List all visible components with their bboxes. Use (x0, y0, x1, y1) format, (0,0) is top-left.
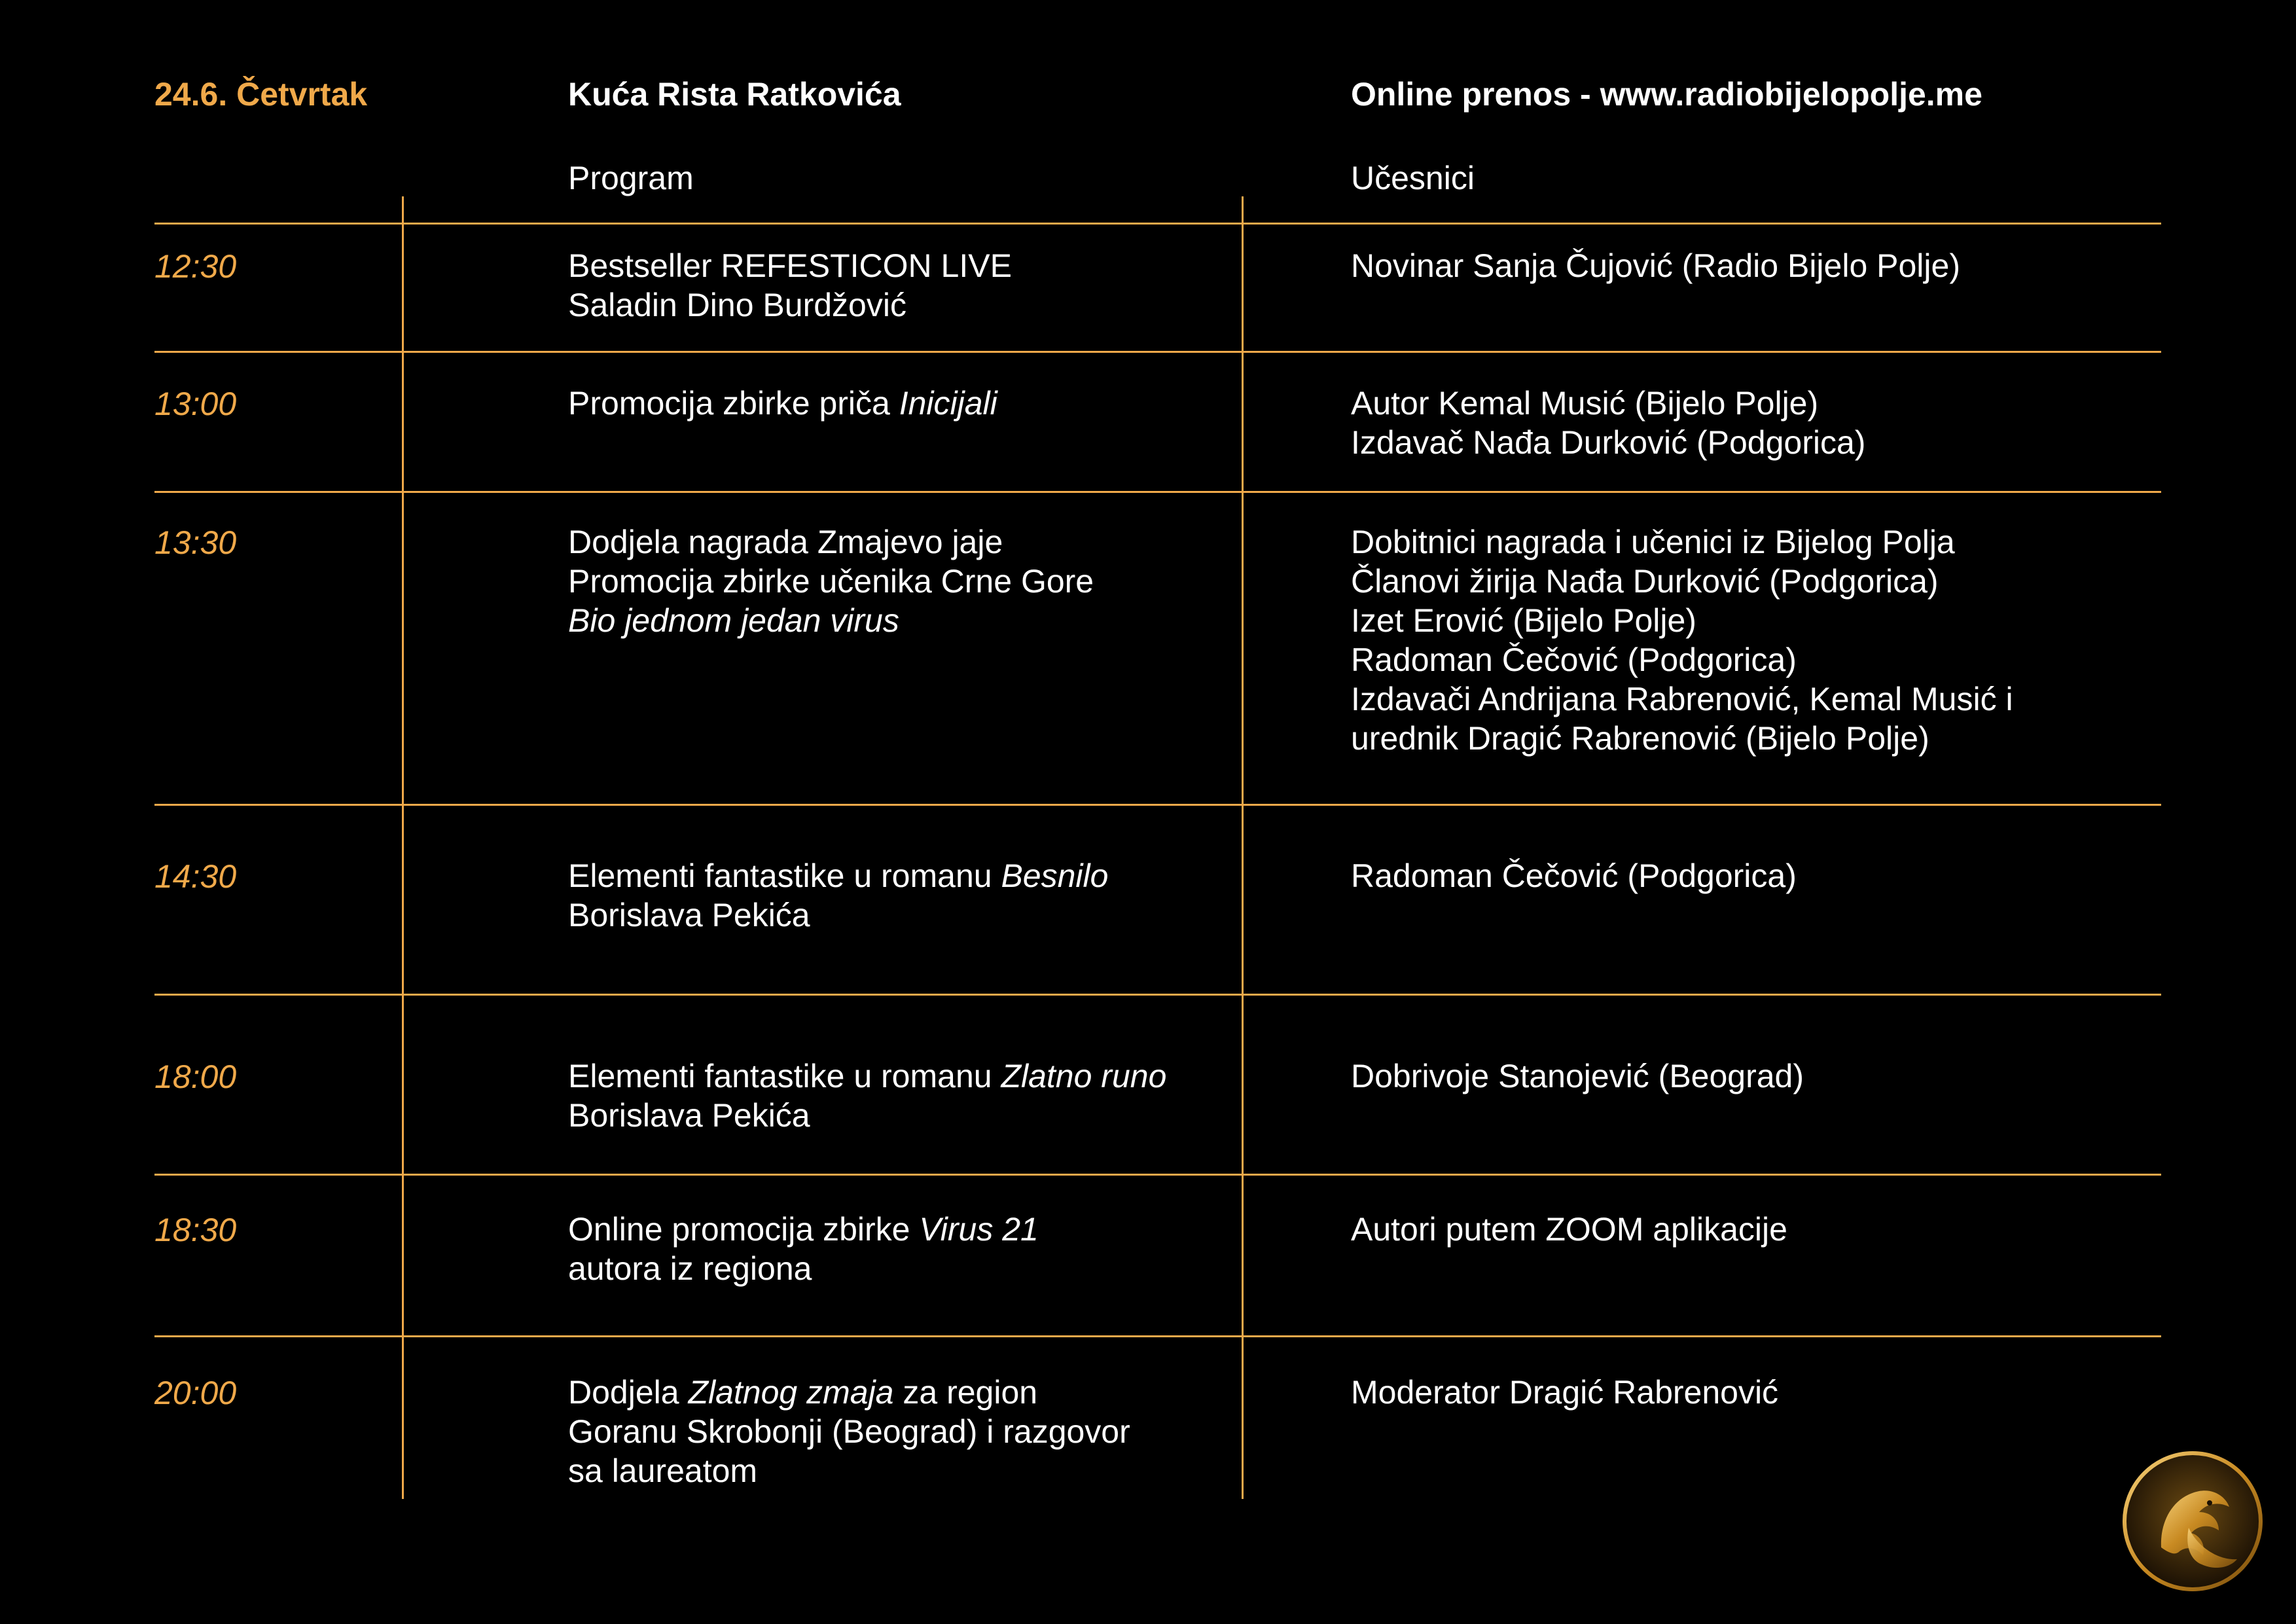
row-time: 20:00 (154, 1375, 237, 1411)
participant-line: Dobrivoje Stanojević (Beograd) (1351, 1058, 1804, 1094)
program-line (568, 285, 1012, 325)
program-line (568, 522, 1094, 562)
program-line (568, 1096, 1166, 1135)
program-text: Dodjela (568, 1374, 689, 1411)
program-text: Online promocija zbirke (568, 1211, 920, 1248)
program-line (568, 1210, 1039, 1249)
row-participants (1351, 1056, 1804, 1096)
participant-line: Autor Kemal Musić (Bijelo Polje) (1351, 385, 1819, 422)
row-program (568, 1373, 1130, 1490)
divider-horizontal (154, 1174, 2161, 1176)
program-line (568, 856, 1108, 895)
row-program (568, 1210, 1039, 1288)
program-line (568, 562, 1094, 601)
participant-line: Izet Erović (Bijelo Polje) (1351, 602, 1696, 639)
participant-line: Članovi žirija Nađa Durković (Podgorica) (1351, 563, 1939, 600)
row-time: 18:30 (154, 1212, 237, 1248)
program-line (568, 384, 997, 423)
divider-horizontal (154, 351, 2161, 353)
header-online-link[interactable]: Online prenos - www.radiobijelopolje.me (1351, 76, 1982, 113)
program-text: autora iz regiona (568, 1250, 812, 1287)
participant-line: Dobitnici nagrada i učenici iz Bijelog Polja (1351, 524, 1955, 560)
program-text: Bestseller REFESTICON LIVE (568, 247, 1012, 284)
participant-line: Moderator Dragić Rabrenović (1351, 1374, 1779, 1411)
program-line (568, 1412, 1130, 1451)
participant-line: Novinar Sanja Čujović (Radio Bijelo Polje) (1351, 247, 1960, 284)
program-text: Promocija zbirke učenika Crne Gore (568, 563, 1094, 600)
header-venue: Kuća Rista Ratkovića (568, 76, 901, 113)
header-date: 24.6. Četvrtak (154, 76, 368, 113)
divider-vertical-program (1242, 196, 1244, 1499)
row-participants (1351, 856, 1797, 895)
column-header-program: Program (568, 160, 694, 196)
participant-line: Izdavači Andrijana Rabrenović, Kemal Musić i (1351, 681, 2013, 717)
program-title-italic: Besnilo (1001, 857, 1109, 894)
program-text: Saladin Dino Burdžović (568, 287, 906, 323)
divider-horizontal (154, 223, 2161, 225)
row-program (568, 1056, 1166, 1135)
row-time: 14:30 (154, 858, 237, 895)
divider-horizontal (154, 491, 2161, 493)
program-title-italic: Virus 21 (919, 1211, 1039, 1248)
row-participants (1351, 1210, 1787, 1249)
program-line (568, 895, 1108, 935)
divider-vertical-time (402, 196, 404, 1499)
dragon-logo-icon (2121, 1449, 2265, 1593)
participant-line: Izdavač Nađa Durković (Podgorica) (1351, 424, 1866, 461)
participant-line: Autori putem ZOOM aplikacije (1351, 1211, 1787, 1248)
program-text: Elementi fantastike u romanu (568, 1058, 1001, 1094)
program-line (568, 601, 1094, 640)
participant-line: urednik Dragić Rabrenović (Bijelo Polje) (1351, 720, 1929, 757)
row-time: 13:30 (154, 524, 237, 561)
program-text: za region (893, 1374, 1038, 1411)
row-participants (1351, 1373, 1778, 1412)
participant-line: Radoman Čečović (Podgorica) (1351, 641, 1797, 678)
program-title-italic: Inicijali (899, 385, 997, 422)
program-line (568, 1451, 1130, 1490)
divider-horizontal (154, 1335, 2161, 1337)
program-text: Borislava Pekića (568, 897, 810, 933)
row-time: 12:30 (154, 248, 237, 285)
row-program (568, 522, 1094, 640)
program-text: Goranu Skrobonji (Beograd) i razgovor (568, 1413, 1130, 1450)
program-title-italic: Zlatno runo (1001, 1058, 1167, 1094)
program-text: Dodjela nagrada Zmajevo jaje (568, 524, 1003, 560)
program-line (568, 1249, 1039, 1288)
divider-horizontal (154, 804, 2161, 806)
program-line (568, 246, 1012, 285)
row-program (568, 246, 1012, 325)
row-participants (1351, 522, 2013, 758)
row-time: 18:00 (154, 1058, 237, 1095)
program-text: Promocija zbirke priča (568, 385, 899, 422)
program-line (568, 1056, 1166, 1096)
program-text: Elementi fantastike u romanu (568, 857, 1001, 894)
row-program (568, 856, 1108, 935)
row-participants (1351, 384, 1865, 462)
program-title-italic: Bio jednom jedan virus (568, 602, 899, 639)
participant-line: Radoman Čečović (Podgorica) (1351, 857, 1797, 894)
divider-horizontal (154, 994, 2161, 996)
program-text: Borislava Pekića (568, 1097, 810, 1134)
program-title-italic: Zlatnog zmaja (688, 1374, 894, 1411)
row-time: 13:00 (154, 386, 237, 422)
program-line (568, 1373, 1130, 1412)
program-text: sa laureatom (568, 1453, 758, 1489)
row-program (568, 384, 997, 423)
row-participants (1351, 246, 1960, 285)
column-header-participants: Učesnici (1351, 160, 1475, 196)
